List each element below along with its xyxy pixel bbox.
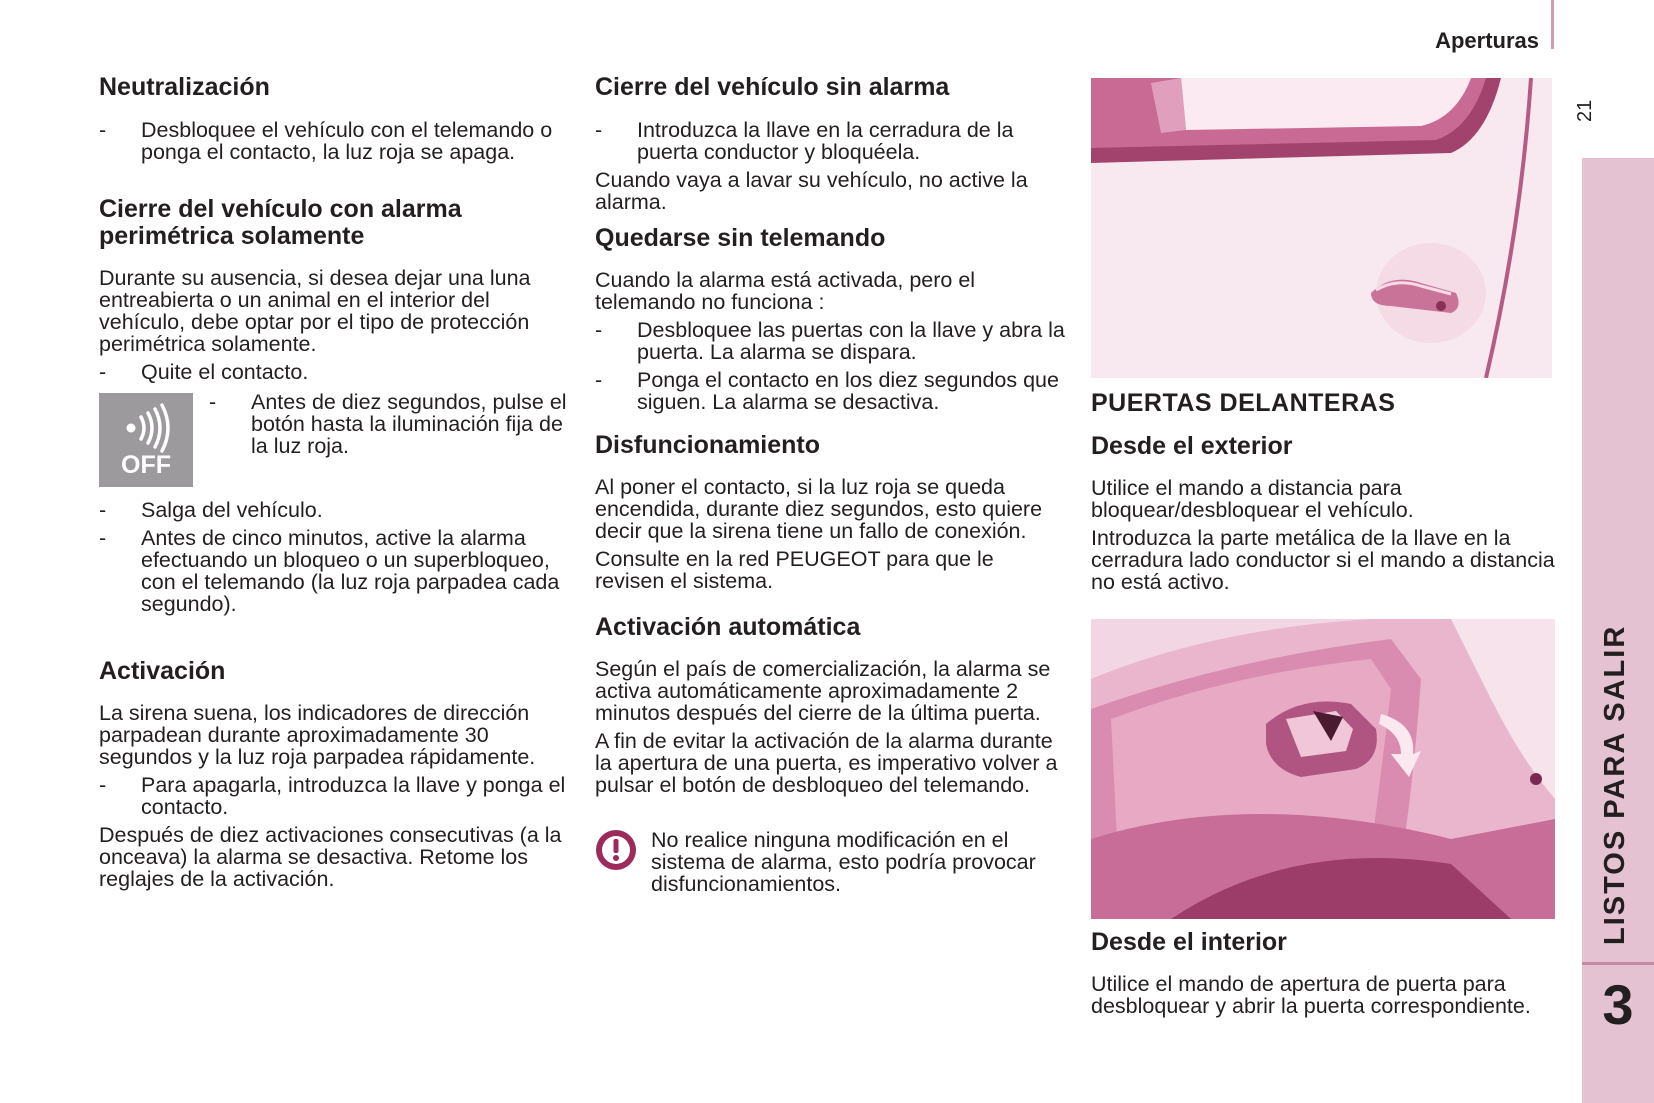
paragraph: Utilice el mando a distancia para bloquear/desbloquear el vehículo.: [1091, 476, 1414, 522]
list-item: - Desbloquee el vehículo con el telemando o ponga el contacto, la luz roja se apaga.: [99, 118, 553, 164]
paragraph: Después de diez activaciones consecutivas (a la onceava) la alarma se desactiva. Retome los reglajes de la activación.: [99, 823, 562, 891]
list-item: - Para apagarla, introduzca la llave y ponga el contacto.: [99, 773, 566, 819]
door-exterior-illustration: [1091, 78, 1552, 378]
heading-sin-telemando: Quedarse sin telemando: [595, 224, 886, 252]
header-rule: [1551, 0, 1554, 49]
heading-desde-interior: Desde el interior: [1091, 928, 1287, 956]
list-item: - Salga del vehículo.: [99, 498, 323, 522]
list-item: - Introduzca la llave en la cerradura de la puerta conductor y bloquéela.: [595, 118, 1014, 164]
warning-note: [595, 829, 1065, 895]
heading-puertas-delanteras: PUERTAS DELANTERAS: [1091, 389, 1396, 417]
warning-text: No realice ninguna modificación en el sistema de alarma, esto podría provocar disfuncionamientos.: [651, 828, 1036, 896]
warning-icon: [595, 829, 637, 871]
paragraph: Introduzca la parte metálica de la llave en la cerradura lado conductor si el mando a distancia no está activo.: [1091, 526, 1555, 594]
page-header-title: Aperturas: [1435, 28, 1539, 53]
heading-neutralizacion: Neutralización: [99, 73, 270, 101]
heading-cierre-sin-alarma: Cierre del vehículo sin alarma: [595, 73, 950, 101]
heading-activacion: Activación: [99, 657, 226, 685]
page-number: 21: [1574, 99, 1596, 122]
paragraph: Según el país de comercialización, la alarma se activa automáticamente aproximadamente 2 minutos después del cierre de la última puerta.: [595, 657, 1051, 725]
door-exterior-drawing: [1091, 78, 1552, 378]
column-middle: [595, 70, 1065, 895]
heading-activacion-automatica: Activación automática: [595, 613, 861, 641]
door-interior-drawing: [1091, 619, 1555, 919]
paragraph: Cuando la alarma está activada, pero el telemando no funciona :: [595, 268, 976, 314]
paragraph: Utilice el mando de apertura de puerta para desbloquear y abrir la puerta correspondiente.: [1091, 972, 1531, 1018]
chapter-divider: [1582, 962, 1654, 965]
off-label: OFF: [121, 451, 171, 479]
list-item: - Antes de diez segundos, pulse el botón hasta la iluminación fija de la luz roja.: [209, 390, 567, 458]
chapter-title: LISTOS PARA SALIR: [1599, 624, 1631, 945]
paragraph: Al poner el contacto, si la luz roja se queda encendida, durante diez segundos, esto quiere decir que la sirena tiene un fallo de conexión.: [595, 475, 1043, 543]
chapter-number: 3: [1602, 973, 1634, 1036]
heading-cierre-perimetrica: Cierre del vehículo con alarma perimétrica solamente: [99, 195, 462, 250]
list-item: - Quite el contacto.: [99, 360, 309, 384]
paragraph: Cuando vaya a lavar su vehículo, no active la alarma.: [595, 168, 1028, 214]
column-right: [1091, 70, 1557, 1017]
heading-desde-exterior: Desde el exterior: [1091, 432, 1293, 460]
list-item: - Ponga el contacto en los diez segundos que siguen. La alarma se desactiva.: [595, 368, 1059, 414]
column-left: [99, 70, 569, 890]
list-item: - Desbloquee las puertas con la llave y abra la puerta. La alarma se dispara.: [595, 318, 1065, 364]
list-item: - Antes de cinco minutos, active la alarma efectuando un bloqueo o un superbloqueo, con el telemando (la luz roja parpadea cada segundo).: [99, 526, 560, 616]
paragraph: Consulte en la red PEUGEOT para que le revisen el sistema.: [595, 547, 994, 593]
paragraph: Durante su ausencia, si desea dejar una luna entreabierta o un animal en el interior del vehículo, debe optar por el tipo de protección perimétrica solamente.: [99, 266, 531, 356]
door-interior-illustration: [1091, 619, 1555, 919]
off-button-note: [99, 390, 569, 487]
heading-disfuncionamiento: Disfuncionamiento: [595, 431, 821, 459]
alarm-off-button-icon: [99, 393, 193, 487]
paragraph: A fin de evitar la activación de la alarma durante la apertura de una puerta, es imperativo volver a pulsar el botón de desbloqueo del telemando.: [595, 729, 1058, 797]
paragraph: La sirena suena, los indicadores de dirección parpadean durante aproximadamente 30 segundos y la luz roja parpadea rápidamente.: [99, 701, 536, 769]
